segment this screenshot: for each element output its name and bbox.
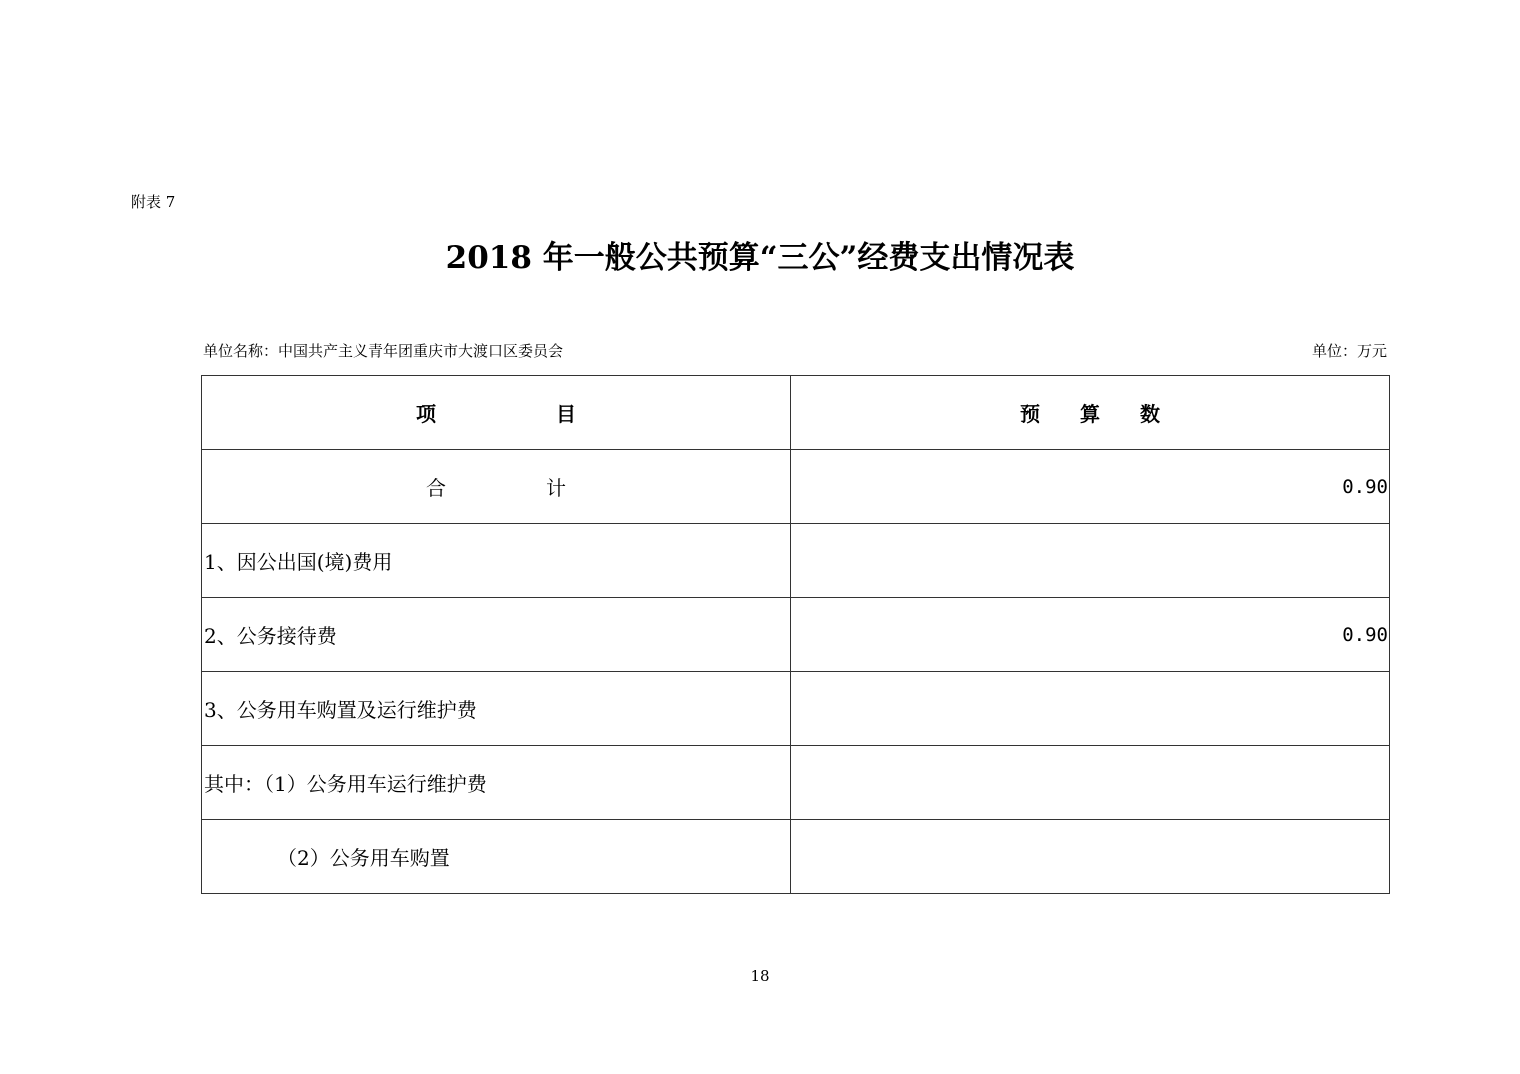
table-row [202, 746, 1390, 820]
page-title: 2018 年一般公共预算“三公”经费支出情况表 [445, 240, 1075, 276]
row-value [791, 672, 1390, 746]
row-value [791, 820, 1390, 894]
table-row-total [202, 450, 1390, 524]
column-header-item: 项 目 [202, 376, 791, 450]
table-row [202, 598, 1390, 672]
row-value [791, 524, 1390, 598]
meta-row [203, 340, 1389, 362]
row-label-total: 合 计 [202, 450, 791, 524]
unit-label: 单位：万元 [1311, 342, 1387, 360]
row-label: 1、因公出国(境)费用 [202, 524, 791, 598]
table-row [202, 524, 1390, 598]
table-header-row [202, 376, 1390, 450]
budget-table [201, 375, 1390, 894]
attachment-label: 附表 7 [131, 193, 176, 211]
table-row [202, 672, 1390, 746]
row-value: 0.90 [791, 598, 1390, 672]
column-header-budget: 预 算 数 [791, 376, 1390, 450]
page-number: 18 [750, 967, 770, 985]
row-label: 其中：（1）公务用车运行维护费 [202, 746, 791, 820]
row-label: （2）公务用车购置 [202, 820, 791, 894]
table-row [202, 820, 1390, 894]
row-label: 2、公务接待费 [202, 598, 791, 672]
row-label: 3、公务用车购置及运行维护费 [202, 672, 791, 746]
organization-label: 单位名称：中国共产主义青年团重庆市大渡口区委员会 [203, 342, 564, 360]
row-value-total: 0.90 [791, 450, 1390, 524]
row-value [791, 746, 1390, 820]
